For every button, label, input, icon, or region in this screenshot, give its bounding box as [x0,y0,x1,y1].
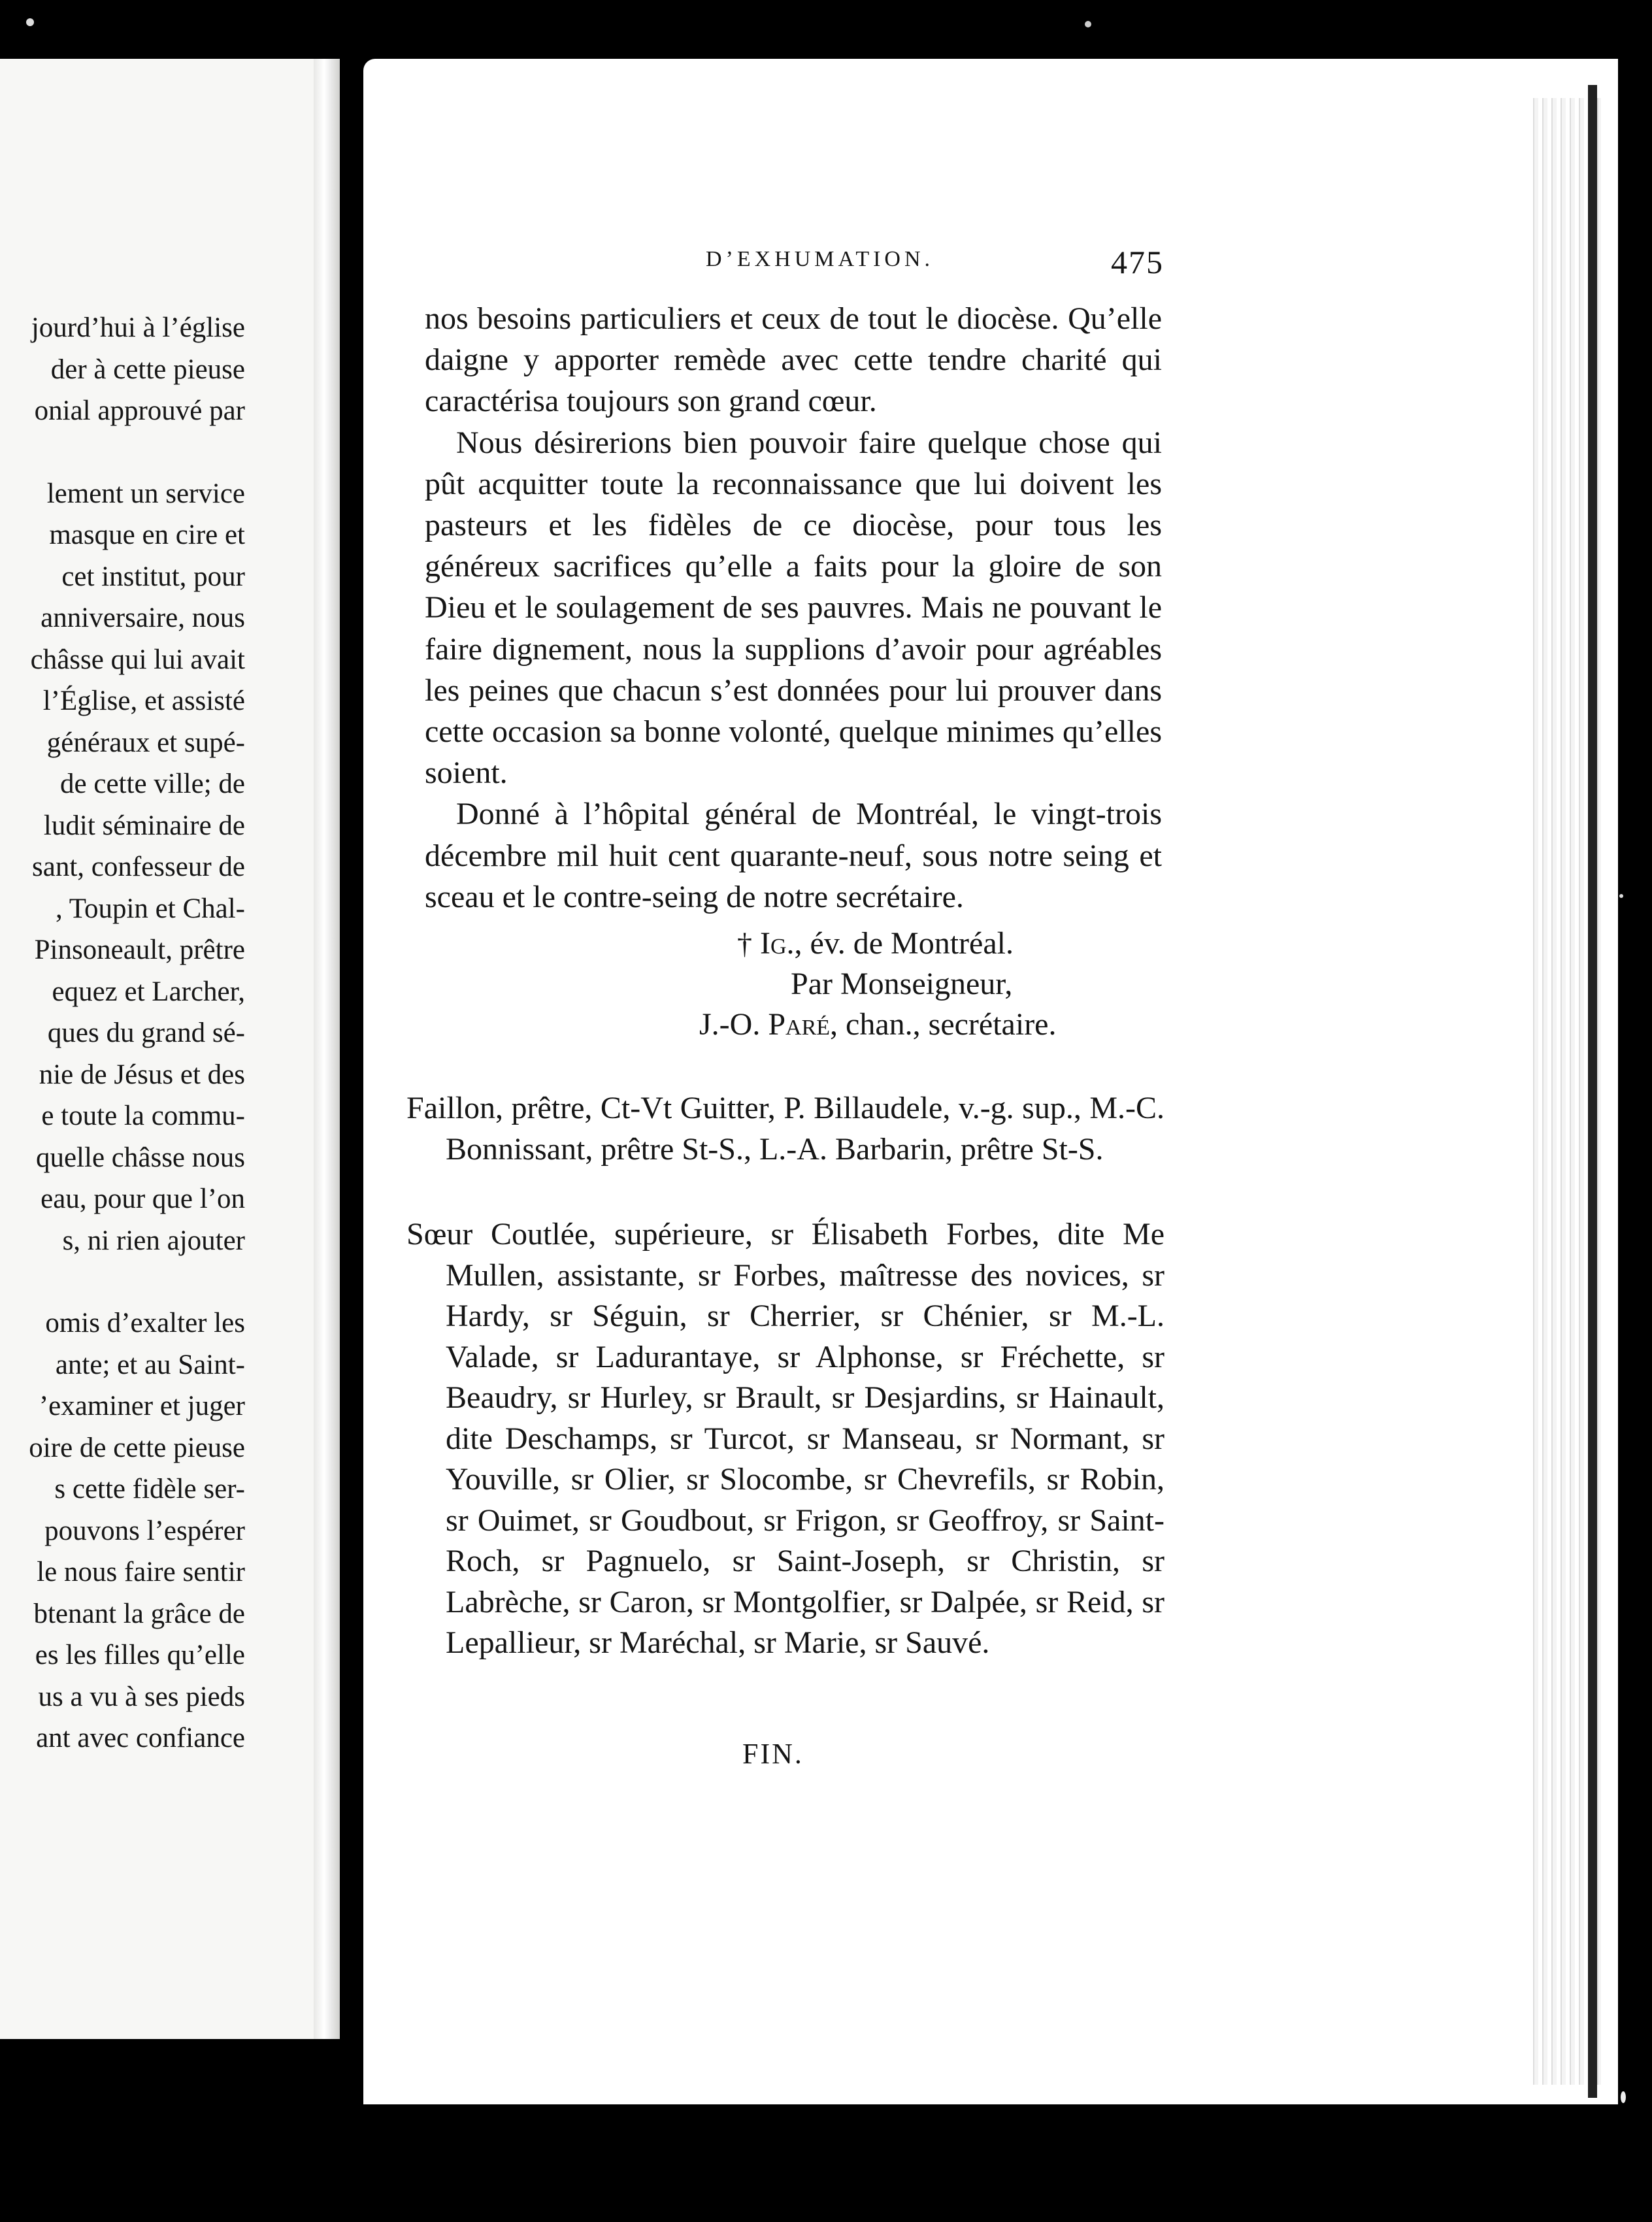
left-page-line: ante; et au Saint- [55,1349,245,1380]
left-page-line: e toute la commu- [41,1101,245,1131]
left-page-text [0,307,245,1759]
by-order-line: Par Monseigneur, [791,967,1013,1001]
left-page-line: us a vu à ses pieds [38,1681,245,1712]
page-number: 475 [1111,244,1164,280]
left-page-gap [0,1261,245,1302]
left-page [0,59,340,2039]
left-page-line: ques du grand sé- [47,1018,245,1048]
secretary-name: Paré [768,1007,831,1042]
left-page-line: sant, confesseur de [32,852,245,882]
left-page-line: anniversaire, nous [41,603,245,633]
scan-speck [26,18,34,26]
left-page-line: s cette fidèle ser- [54,1474,245,1504]
end-mark: FIN. [742,1738,804,1770]
paragraph-continuation: nos besoins particuliers et ceux de tout le diocèse. Qu’elle daigne y apporter remède avec cette tendre charité qui caractérisa toujours son grand cœur. [425,301,1162,419]
left-page-line: Pinsoneault, prêtre [34,935,245,965]
left-page-line: jourd’hui à l’église [31,312,245,343]
book-gutter [314,59,340,2039]
left-page-line: eau, pour que l’on [41,1184,245,1214]
left-page-line: pouvons l’espérer [44,1515,245,1546]
left-page-line: de cette ville; de [60,769,245,799]
left-page-line: es les filles qu’elle [35,1640,245,1670]
bishop-signature [653,923,1163,964]
secretary-signature [653,1004,1163,1045]
signature-block [653,923,1163,1045]
left-page-line: cet institut, pour [61,561,245,592]
left-page-line: equez et Larcher, [52,976,245,1007]
left-page-line: lement un service [46,478,245,509]
left-page-line: quelle châsse nous [35,1142,245,1173]
secretary-title: , chan., secrétaire. [830,1007,1057,1042]
bishop-name: Ig. [760,926,795,961]
scan-speck [1085,21,1091,27]
scan-speck [1619,894,1623,898]
sister-witnesses [406,1214,1165,1664]
left-page-line: masque en cire et [49,520,245,550]
paragraph-dating: Donné à l’hôpital général de Montréal, le vingt-trois décembre mil huit cent quarante-neuf, sous notre seing et sceau et le contre-seing de notre secrétaire. [425,797,1162,914]
left-page-line: , Toupin et Chal- [56,893,245,924]
left-page-line: ’examiner et juger [39,1391,245,1421]
cross-icon: † [737,927,752,960]
bishop-title: , év. de Montréal. [794,926,1014,961]
clergy-witnesses [406,1088,1165,1170]
left-page-line: ludit séminaire de [43,810,245,841]
left-page-line: der à cette pieuse [50,354,245,385]
main-text [425,298,1162,918]
left-page-gap [0,432,245,473]
left-page-line: généraux et supé- [46,727,245,758]
page-edge-shadow [1588,85,1597,2098]
sisters-list: Sœur Coutlée, supérieure, sr Élisabeth Forbes, dite Me Mullen, assistante, sr Forbes, maîtresse des novices, sr Hardy, sr Séguin, sr Cherrier, sr Chénier, sr M.-L. Valade, sr Ladurantaye, sr Alphonse, sr Fréchette, sr Beaudry, sr Hurley, sr Brault, sr Desjardins, sr Hainault, dite Deschamps, sr Turcot, sr Manseau, sr Normant, sr Youville, sr Olier, sr Slocombe, sr Chevrefils, sr Robin, sr Ouimet, sr Goudbout, sr Frigon, sr Geoffroy, sr Saint-Roch, sr Pagnuelo, sr Saint-Joseph, sr Christin, sr Labrèche, sr Caron, sr Montgolfier, sr Dalpée, sr Reid, sr Lepallieur, sr Maréchal, sr Marie, sr Sauvé. [406,1217,1165,1660]
left-page-line: oire de cette pieuse [29,1432,245,1463]
left-page-line: l’Église, et assisté [42,686,245,716]
running-header: D’EXHUMATION. [706,247,934,271]
left-page-line: btenant la grâce de [33,1598,245,1629]
secretary-initials: J.-O. [699,1007,761,1042]
clergy-list: Faillon, prêtre, Ct-Vt Guitter, P. Billaudele, v.-g. sup., M.-C. Bonnissant, prêtre St-S., L.-A. Barbarin, prêtre St-S. [406,1091,1165,1167]
left-page-line: châsse qui lui avait [30,644,245,675]
left-page-line: omis d’exalter les [45,1308,245,1338]
left-page-line: onial approuvé par [34,395,245,426]
paragraph-gratitude: Nous désirerions bien pouvoir faire quelque chose qui pût acquitter toute la reconnaissance que lui doivent les pasteurs et les fidèles de ce diocèse, pour tous les généreux sacrifices qu’elle a faits pour la gloire de son Dieu et le soulagement de ses pauvres. Mais ne pouvant le faire dignement, nous la supplions d’avoir pour agréables les peines que chacun s’est données pour lui prouver dans cette occasion sa bonne volonté, quelque minimes qu’elles soient. [425,425,1162,791]
left-page-line: s, ni rien ajouter [62,1225,245,1256]
left-page-line: le nous faire sentir [37,1557,245,1587]
scan-speck [1621,2091,1626,2103]
left-page-line: nie de Jésus et des [39,1059,245,1090]
left-page-line: ant avec confiance [36,1723,245,1753]
